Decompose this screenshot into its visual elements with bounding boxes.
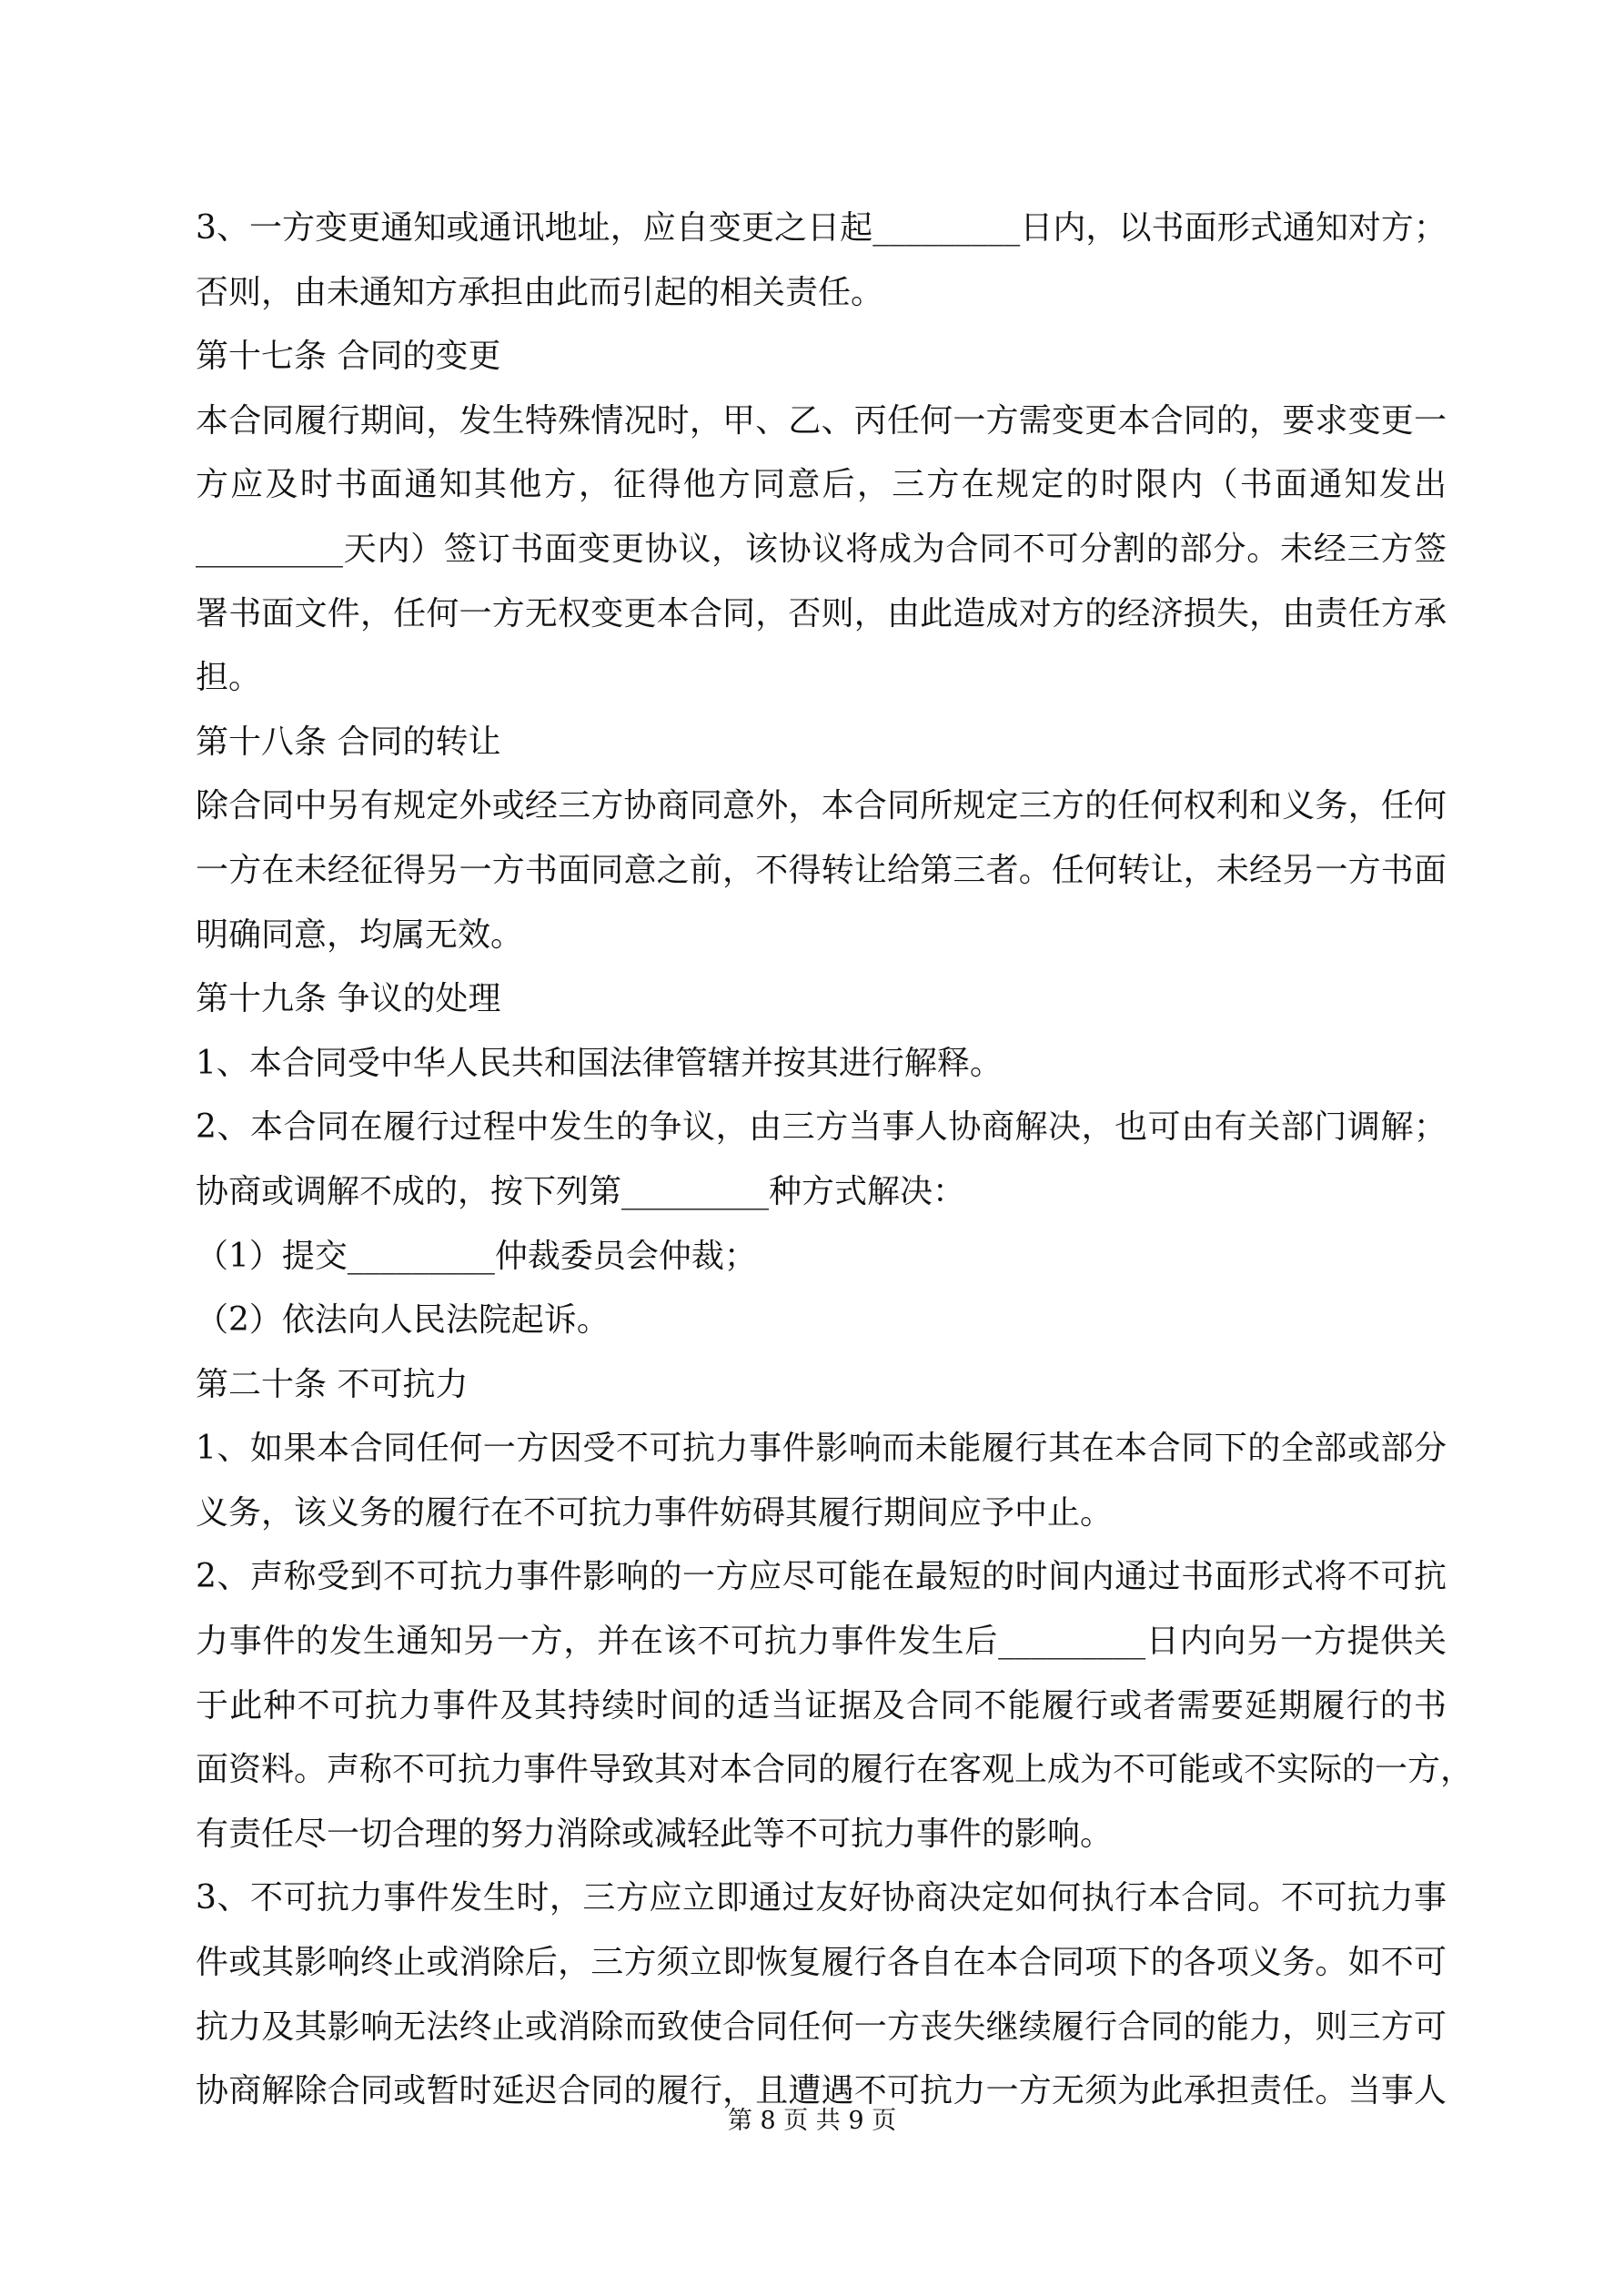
text-line: 1、本合同受中华人民共和国法律管辖并按其进行解释。	[196, 1044, 1003, 1082]
text-line: 第二十条 不可抗力	[196, 1365, 469, 1403]
text-line: 面资料。声称不可抗力事件导致其对本合同的履行在客观上成为不可能或不实际的一方，	[196, 1751, 1474, 1789]
text-line: 3、一方变更通知或通讯地址，应自变更之日起_________日内，以书面形式通知对方；	[196, 209, 1447, 247]
text-line: （1）提交_________仲裁委员会仲裁；	[196, 1237, 757, 1275]
text-line: 第十八条 合同的转让	[196, 723, 501, 761]
text-line: 协商解除合同或暂时延迟合同的履行，且遭遇不可抗力一方无须为此承担责任。当事人	[196, 2072, 1447, 2110]
text-line: _________天内）签订书面变更协议，该协议将成为合同不可分割的部分。未经三方签	[196, 530, 1447, 568]
text-line: （2）依法向人民法院起诉。	[196, 1301, 610, 1340]
text-line: 抗力及其影响无法终止或消除而致使合同任何一方丧失继续履行合同的能力，则三方可	[196, 2008, 1447, 2046]
text-line: 署书面文件，任何一方无权变更本合同，否则，由此造成对方的经济损失，由责任方承	[196, 594, 1447, 632]
text-line: 担。	[196, 659, 262, 697]
text-line: 协商或调解不成的，按下列第_________种方式解决：	[196, 1172, 966, 1210]
text-line: 第十七条 合同的变更	[196, 338, 501, 376]
text-line: 一方在未经征得另一方书面同意之前，不得转让给第三者。任何转让，未经另一方书面	[196, 851, 1447, 889]
document-body	[196, 197, 1474, 2124]
text-line: 2、声称受到不可抗力事件影响的一方应尽可能在最短的时间内通过书面形式将不可抗	[196, 1558, 1447, 1596]
text-line: 义务，该义务的履行在不可抗力事件妨碍其履行期间应予中止。	[196, 1493, 1114, 1532]
text-line: 明确同意，均属无效。	[196, 915, 524, 954]
text-line: 有责任尽一切合理的努力消除或减轻此等不可抗力事件的影响。	[196, 1815, 1114, 1853]
text-line: 否则，由未通知方承担由此而引起的相关责任。	[196, 273, 884, 311]
text-line: 方应及时书面通知其他方，征得他方同意后，三方在规定的时限内（书面通知发出	[196, 466, 1447, 504]
text-line: 力事件的发生通知另一方，并在该不可抗力事件发生后_________日内向另一方提供关	[196, 1623, 1447, 1661]
text-line: 除合同中另有规定外或经三方协商同意外，本合同所规定三方的任何权利和义务，任何	[196, 787, 1447, 825]
text-line: 第十九条 争议的处理	[196, 980, 501, 1018]
text-line: 于此种不可抗力事件及其持续时间的适当证据及合同不能履行或者需要延期履行的书	[196, 1686, 1447, 1725]
text-line: 1、如果本合同任何一方因受不可抗力事件影响而未能履行其在本合同下的全部或部分	[196, 1430, 1447, 1468]
text-line: 件或其影响终止或消除后，三方须立即恢复履行各自在本合同项下的各项义务。如不可	[196, 1944, 1447, 1982]
text-line: 2、本合同在履行过程中发生的争议，由三方当事人协商解决，也可由有关部门调解；	[196, 1108, 1447, 1147]
page-footer: 第 8 页 共 9 页	[727, 2107, 897, 2135]
text-line: 本合同履行期间，发生特殊情况时，甲、乙、丙任何一方需变更本合同的，要求变更一	[196, 401, 1447, 440]
text-line: 3、不可抗力事件发生时，三方应立即通过友好协商决定如何执行本合同。不可抗力事	[196, 1879, 1447, 1917]
